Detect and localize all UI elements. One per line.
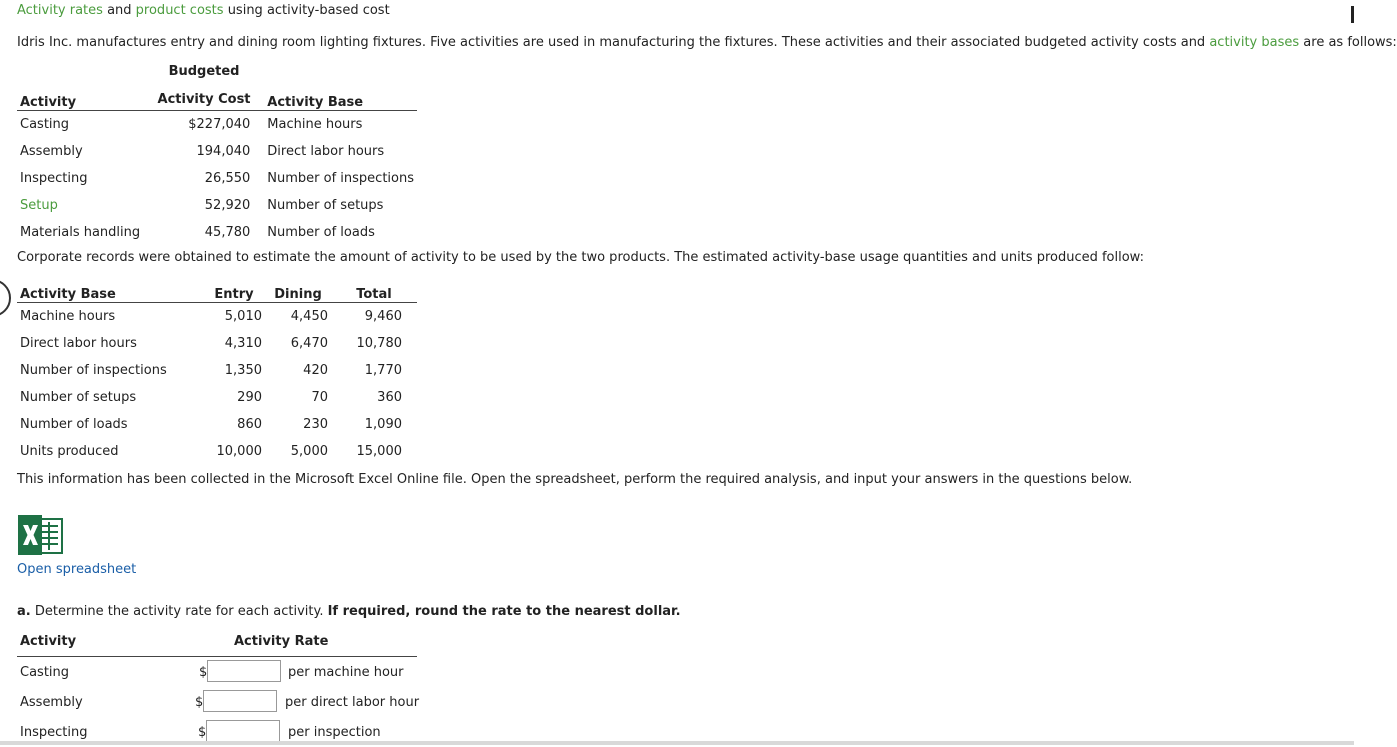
total-cell: 1,770 [364,363,402,378]
entry-header: Entry [203,275,265,303]
table-row [17,303,417,331]
open-spreadsheet-link[interactable]: Open spreadsheet [17,562,137,577]
activity-base-header: Activity Base [17,275,203,303]
total-cell: 9,460 [364,309,402,324]
answer-table [17,632,420,747]
budgeted-header-top: Budgeted [168,64,240,79]
activity-header: Activity [17,80,155,111]
table-row [17,357,417,384]
answer-header [17,632,417,657]
dining-header: Dining [265,275,331,303]
setup-link[interactable]: Setup [20,198,58,213]
answer-row-assembly [17,687,420,717]
dining-cell: 4,450 [290,309,328,324]
cost-cell: 26,550 [204,171,251,186]
intro-paragraph [17,35,1397,51]
activity-base-header: Activity Base [253,80,417,111]
assembly-rate-input[interactable] [203,690,277,712]
activity-bases-link[interactable]: activity bases [1209,35,1300,50]
answer-row-casting [17,657,417,687]
activity-cell: Materials handling [20,225,141,240]
corporate-paragraph: Corporate records were obtained to estimate the amount of activity to be used by the two products. The estimated activity-base usage quantities and units produced follow: [17,250,1144,265]
entry-cell: 1,350 [224,363,262,378]
usage-header [17,275,417,303]
activity-rates-link[interactable]: Activity rates [17,3,103,18]
base-cell: Units produced [20,444,119,459]
title-text: and [102,3,136,18]
partial-circle-icon [0,279,11,317]
table-row [17,384,417,411]
table-row [17,438,417,465]
cost-cell: 52,920 [204,198,251,213]
usage-table [17,275,417,465]
intro-text: Idris Inc. manufactures entry and dining room lighting fixtures. Five activities are used in manufacturing the fixtures. These activities and their associated budgeted activity costs and [17,35,1210,50]
total-cell: 360 [377,390,402,405]
dining-cell: 230 [303,417,328,432]
question-a [17,604,681,620]
unit-label: per machine hour [288,665,404,680]
activity-cost-header: Activity Cost [155,80,254,111]
scroll-marker [1351,6,1354,23]
activity-label: Assembly [20,695,83,710]
question-text: Determine the activity rate for each activity. [30,604,328,619]
question-label: a. [17,604,31,619]
dollar-sign: $ [199,665,208,680]
cost-cell: 45,780 [204,225,251,240]
activity-label: Casting [20,665,70,680]
base-cell: Number of setups [267,198,384,213]
entry-cell: 4,310 [224,336,262,351]
activity-cell: Inspecting [20,171,88,186]
product-costs-link[interactable]: product costs [135,3,224,18]
activities-header-top [17,63,417,80]
dining-cell: 70 [311,390,328,405]
unit-label: per direct labor hour [285,695,420,710]
base-cell: Number of loads [20,417,128,432]
base-cell: Direct labor hours [20,336,137,351]
table-row [17,219,417,246]
total-cell: 1,090 [364,417,402,432]
entry-cell: 290 [237,390,262,405]
dining-cell: 6,470 [290,336,328,351]
activity-cell: Casting [20,117,70,132]
entry-cell: 10,000 [216,444,262,459]
intro-text-end: are as follows: [1299,35,1397,50]
base-cell: Number of setups [20,390,137,405]
total-cell: 15,000 [356,444,402,459]
dining-cell: 420 [303,363,328,378]
title-text-end: using activity-based cost [223,3,390,18]
base-cell: Direct labor hours [267,144,385,159]
dining-cell: 5,000 [290,444,328,459]
problem-title [17,3,390,19]
total-header: Total [331,275,417,303]
casting-rate-input[interactable] [207,660,281,682]
activity-rate-header: Activity Rate [234,634,329,649]
entry-cell: 860 [237,417,262,432]
base-cell: Number of loads [267,225,375,240]
entry-cell: 5,010 [224,309,262,324]
activity-header: Activity [20,634,77,649]
total-cell: 10,780 [356,336,402,351]
table-row [17,330,417,357]
question-instruction: If required, round the rate to the nearest dollar. [327,604,681,619]
inspecting-rate-input[interactable] [206,720,280,742]
unit-label: per inspection [288,725,381,740]
cost-cell: $227,040 [188,117,251,132]
activities-header [17,80,417,111]
base-cell: Machine hours [20,309,116,324]
table-row [17,165,417,192]
table-row [17,192,417,219]
excel-icon[interactable] [18,515,64,555]
cost-cell: 194,040 [196,144,251,159]
horizontal-scrollbar[interactable] [0,741,1354,745]
activity-label: Inspecting [20,725,88,740]
table-row [17,411,417,438]
table-row [17,111,417,139]
dollar-sign: $ [198,725,207,740]
activities-table [17,63,417,246]
table-row [17,138,417,165]
info-paragraph: This information has been collected in the Microsoft Excel Online file. Open the spreadsheet, perform the required analysis, and input your answers in the questions below. [17,472,1133,487]
base-cell: Number of inspections [267,171,414,186]
activity-cell: Assembly [20,144,83,159]
dollar-sign: $ [195,695,204,710]
base-cell: Number of inspections [20,363,167,378]
base-cell: Machine hours [267,117,363,132]
